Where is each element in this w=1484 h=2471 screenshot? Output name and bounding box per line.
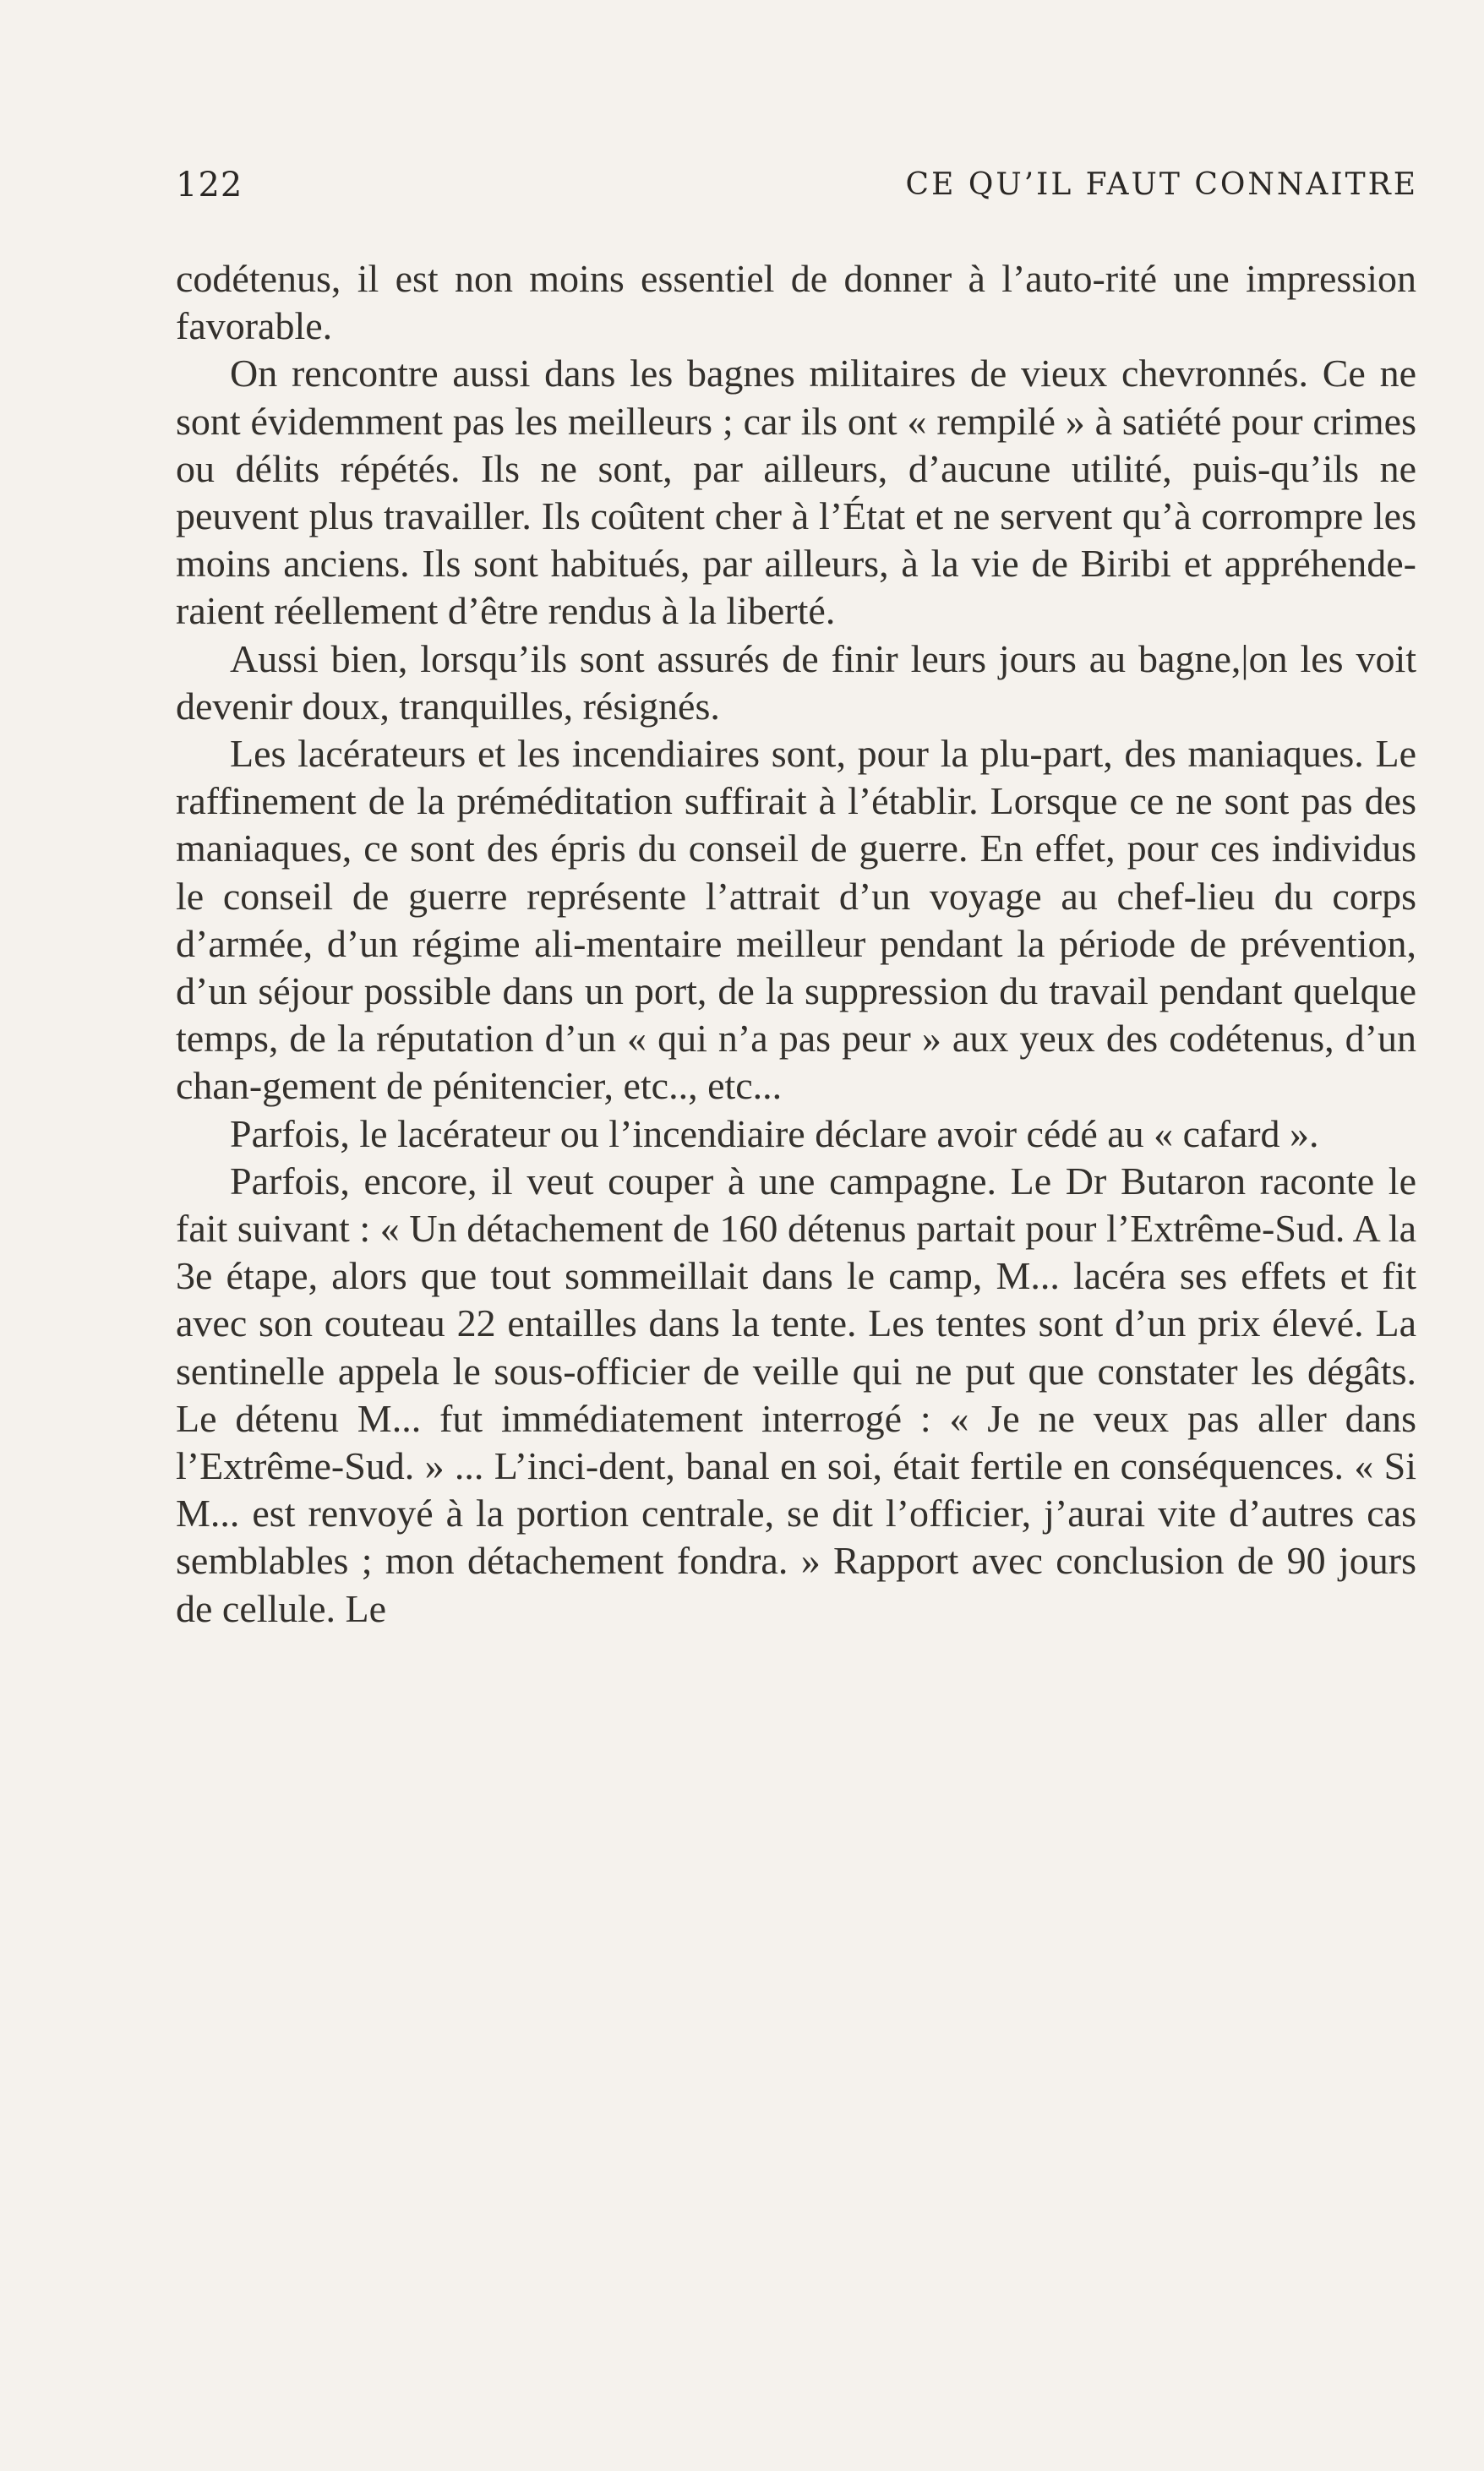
paragraph: Parfois, le lacérateur ou l’incendiaire déclare avoir cédé au « cafard ». [230, 1111, 1319, 1155]
running-head: CE QU’IL FAUT CONNAITRE [905, 167, 1418, 202]
body-text [176, 255, 1416, 1633]
paragraph: codétenus, il est non moins essentiel de donner à l’auto-rité une impression favorable. [176, 257, 1416, 348]
paragraph: Parfois, encore, il veut couper à une campagne. Le Dr Butaron raconte le fait suivant : « Un détachement de 160 détenus partait pour l’Extrême-Sud. A la 3e étape, alors que tout sommeillait dans le camp, M... lacéra ses effets et fit avec son couteau 22 entailles dans la tente. Les tentes sont d’un prix élevé. La sentinelle appela le sous-officier de veille qui ne put que constater les dégâts. Le détenu M... fut immédiatement interrogé : « Je ne veux pas aller dans l’Extrême-Sud. » ... L’inci-dent, banal en soi, était fertile en conséquences. « Si M... est renvoyé à la portion centrale, se dit l’officier, j’aurai vite d’autres cas semblables ; mon détachement fondra. » Rapport avec conclusion de 90 jours de cellule. Le [176, 1159, 1416, 1630]
page-header [176, 166, 1418, 225]
page-number: 122 [176, 166, 243, 205]
paragraph: Aussi bien, lorsqu’ils sont assurés de finir leurs jours au bagne,|on les voit devenir doux, tranquilles, résignés. [176, 636, 1416, 728]
paragraph: Les lacérateurs et les incendiaires sont, pour la plu-part, des maniaques. Le raffinement de la préméditation suffirait à l’établir. Lorsque ce ne sont pas des maniaques, ce sont des épris du conseil de guerre. En effet, pour ces individus le conseil de guerre représente l’attrait d’un voyage au chef-lieu du corps d’armée, d’un régime ali-mentaire meilleur pendant la période de prévention, d’un séjour possible dans un port, de la suppression du travail pendant quelque temps, de la réputation d’un « qui n’a pas peur » aux yeux des codétenus, d’un chan-gement de pénitencier, etc.., etc... [176, 732, 1416, 1108]
paragraph: On rencontre aussi dans les bagnes militaires de vieux chevronnés. Ce ne sont évidemment pas les meilleurs ; car ils ont « rempilé » à satiété pour crimes ou délits répétés. Ils ne sont, par ailleurs, d’aucune utilité, puis-qu’ils ne peuvent plus travailler. Ils coûtent cher à l’État et ne servent qu’à corrompre les moins anciens. Ils sont habitués, par ailleurs, à la vie de Biribi et appréhende-raient réellement d’être rendus à la liberté. [176, 352, 1416, 633]
